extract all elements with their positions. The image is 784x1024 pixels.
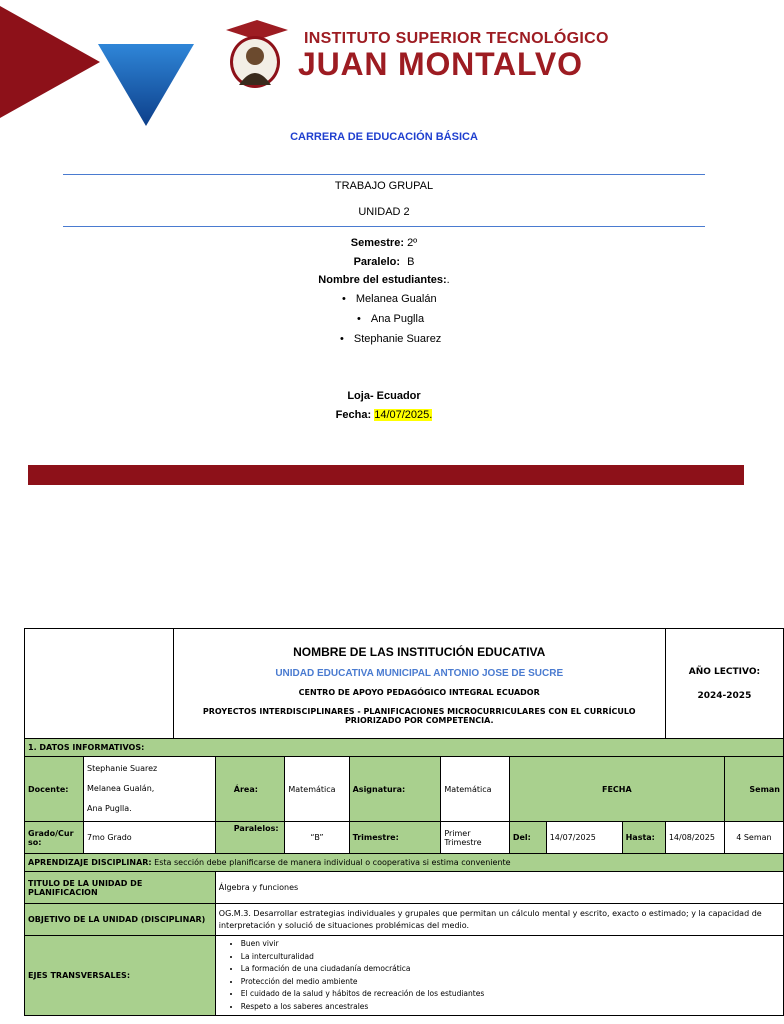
grado-label: Grado/Cur so: bbox=[25, 822, 84, 854]
student-item: • Stephanie Suarez bbox=[340, 333, 441, 345]
ejes-list bbox=[219, 938, 780, 1013]
location bbox=[0, 390, 768, 402]
parallel-label: Paralelo: bbox=[353, 256, 401, 268]
logo-text-line2: JUAN MONTALVO bbox=[298, 46, 583, 82]
section-row bbox=[25, 739, 784, 757]
docente-row bbox=[25, 757, 784, 822]
grado-value: 7mo Grado bbox=[84, 822, 216, 854]
docente-name: Melanea Gualán, bbox=[87, 784, 155, 793]
date-line bbox=[0, 409, 768, 421]
blue-triangle-decoration bbox=[98, 44, 194, 128]
del-value: 14/07/2025 bbox=[546, 822, 622, 854]
ejes-cell bbox=[215, 936, 783, 1016]
students-suffix: . bbox=[446, 274, 450, 286]
semester-label: Semestre: bbox=[350, 237, 404, 249]
logo-cell bbox=[25, 629, 174, 739]
titulo-row bbox=[25, 872, 784, 904]
aprendizaje-label: APRENDIZAJE DISCIPLINAR: bbox=[28, 858, 152, 867]
objetivo-label: OBJETIVO DE LA UNIDAD (DISCIPLINAR) bbox=[25, 904, 216, 936]
section-datos-informativos: 1. DATOS INFORMATIVOS: bbox=[25, 739, 784, 757]
trimestre-value: Primer Trimestre bbox=[441, 822, 510, 854]
location-text: Loja- Ecuador bbox=[347, 390, 421, 402]
titulo-value: Álgebra y funciones bbox=[215, 872, 783, 904]
institution-cell bbox=[173, 629, 665, 739]
hasta-value: 14/08/2025 bbox=[665, 822, 724, 854]
date-label: Fecha: bbox=[335, 409, 372, 421]
paralelos-label: Paralelos: bbox=[215, 822, 285, 854]
logo-text-line1: INSTITUTO SUPERIOR TECNOLÓGICO bbox=[304, 30, 609, 47]
table-header-row bbox=[25, 629, 784, 739]
docente-names bbox=[84, 757, 216, 822]
asignatura-value: Matemática bbox=[441, 757, 510, 822]
asignatura-label: Asignatura: bbox=[349, 757, 441, 822]
ejes-row bbox=[25, 936, 784, 1016]
objetivo-row bbox=[25, 904, 784, 936]
docente-name: Ana Puglla. bbox=[87, 804, 132, 813]
projects-title: PROYECTOS INTERDISCIPLINARES - PLANIFICACIONES MICROCURRICULARES CON EL CURRÍCULO PRIORIZADO POR COMPETENCIA. bbox=[202, 706, 636, 725]
area-label: Área: bbox=[215, 757, 285, 822]
school-year-label: AÑO LECTIVO: bbox=[688, 666, 761, 677]
planning-table bbox=[24, 628, 784, 1016]
career-title: CARRERA DE EDUCACIÓN BÁSICA bbox=[290, 131, 478, 143]
institution-title: NOMBRE DE LAS INSTITUCIÓN EDUCATIVA bbox=[293, 644, 546, 659]
list-item: • Protección del medio ambiente bbox=[241, 976, 780, 989]
founder-portrait-medallion bbox=[230, 36, 280, 88]
planning-table-wrapper bbox=[24, 628, 784, 1016]
institute-logo bbox=[224, 20, 609, 92]
paralelos-value: “B” bbox=[285, 822, 349, 854]
school-year-value: 2024-2025 bbox=[697, 690, 752, 701]
hasta-label: Hasta: bbox=[622, 822, 665, 854]
list-item: • Respeto a los saberes ancestrales bbox=[241, 1001, 780, 1014]
school-year-cell bbox=[665, 629, 783, 739]
del-label: Del: bbox=[509, 822, 546, 854]
list-item: • Buen vivir bbox=[241, 938, 780, 951]
list-item: • El cuidado de la salud y hábitos de recreación de los estudiantes bbox=[241, 988, 780, 1001]
parallel-value: B bbox=[407, 256, 415, 268]
grado-row bbox=[25, 822, 784, 854]
divider-bottom bbox=[63, 226, 705, 227]
parallel-line bbox=[0, 256, 768, 268]
aprendizaje-row bbox=[25, 854, 784, 872]
semester-line bbox=[0, 237, 768, 249]
semester-value: 2º bbox=[407, 237, 418, 249]
students-line bbox=[0, 274, 768, 286]
list-item: • La formación de una ciudadanía democrática bbox=[241, 963, 780, 976]
objetivo-value: OG.M.3. Desarrollar estrategias individuales y grupales que permitan un cálculo mental y escrito, exacto o estimado; y la capacidad de interpretación y solució de situaciones problémicas del medio. bbox=[215, 904, 783, 936]
aprendizaje-cell bbox=[25, 854, 784, 872]
semanas-value: 4 Seman bbox=[724, 822, 783, 854]
area-value: Matemática bbox=[285, 757, 349, 822]
portrait-icon bbox=[233, 39, 277, 85]
list-item: • La interculturalidad bbox=[241, 951, 780, 964]
work-type: TRABAJO GRUPAL bbox=[334, 180, 434, 192]
divider-top bbox=[63, 174, 705, 175]
ejes-label: EJES TRANSVERSALES: bbox=[25, 936, 216, 1016]
institution-name: UNIDAD EDUCATIVA MUNICIPAL ANTONIO JOSE DE SUCRE bbox=[275, 667, 564, 679]
center-name: CENTRO DE APOYO PEDAGÓGICO INTEGRAL ECUADOR bbox=[298, 687, 540, 697]
docente-label: Docente: bbox=[25, 757, 84, 822]
semana-label: Seman bbox=[724, 757, 783, 822]
titulo-label: TITULO DE LA UNIDAD DE PLANIFICACION bbox=[25, 872, 216, 904]
student-item: • Ana Puglla bbox=[357, 313, 424, 325]
red-divider-bar bbox=[28, 465, 744, 485]
docente-name: Stephanie Suarez bbox=[87, 764, 158, 773]
red-triangle-decoration bbox=[0, 6, 100, 118]
fecha-label: FECHA bbox=[509, 757, 724, 822]
trimestre-label: Trimestre: bbox=[349, 822, 441, 854]
date-value: 14/07/2025. bbox=[374, 409, 433, 421]
aprendizaje-text: Esta sección debe planificarse de manera individual o cooperativa si estima conveniente bbox=[154, 858, 511, 867]
student-item: • Melanea Gualán bbox=[342, 293, 437, 305]
unit-label: UNIDAD 2 bbox=[358, 206, 410, 218]
students-label: Nombre del estudiantes: bbox=[318, 274, 447, 286]
